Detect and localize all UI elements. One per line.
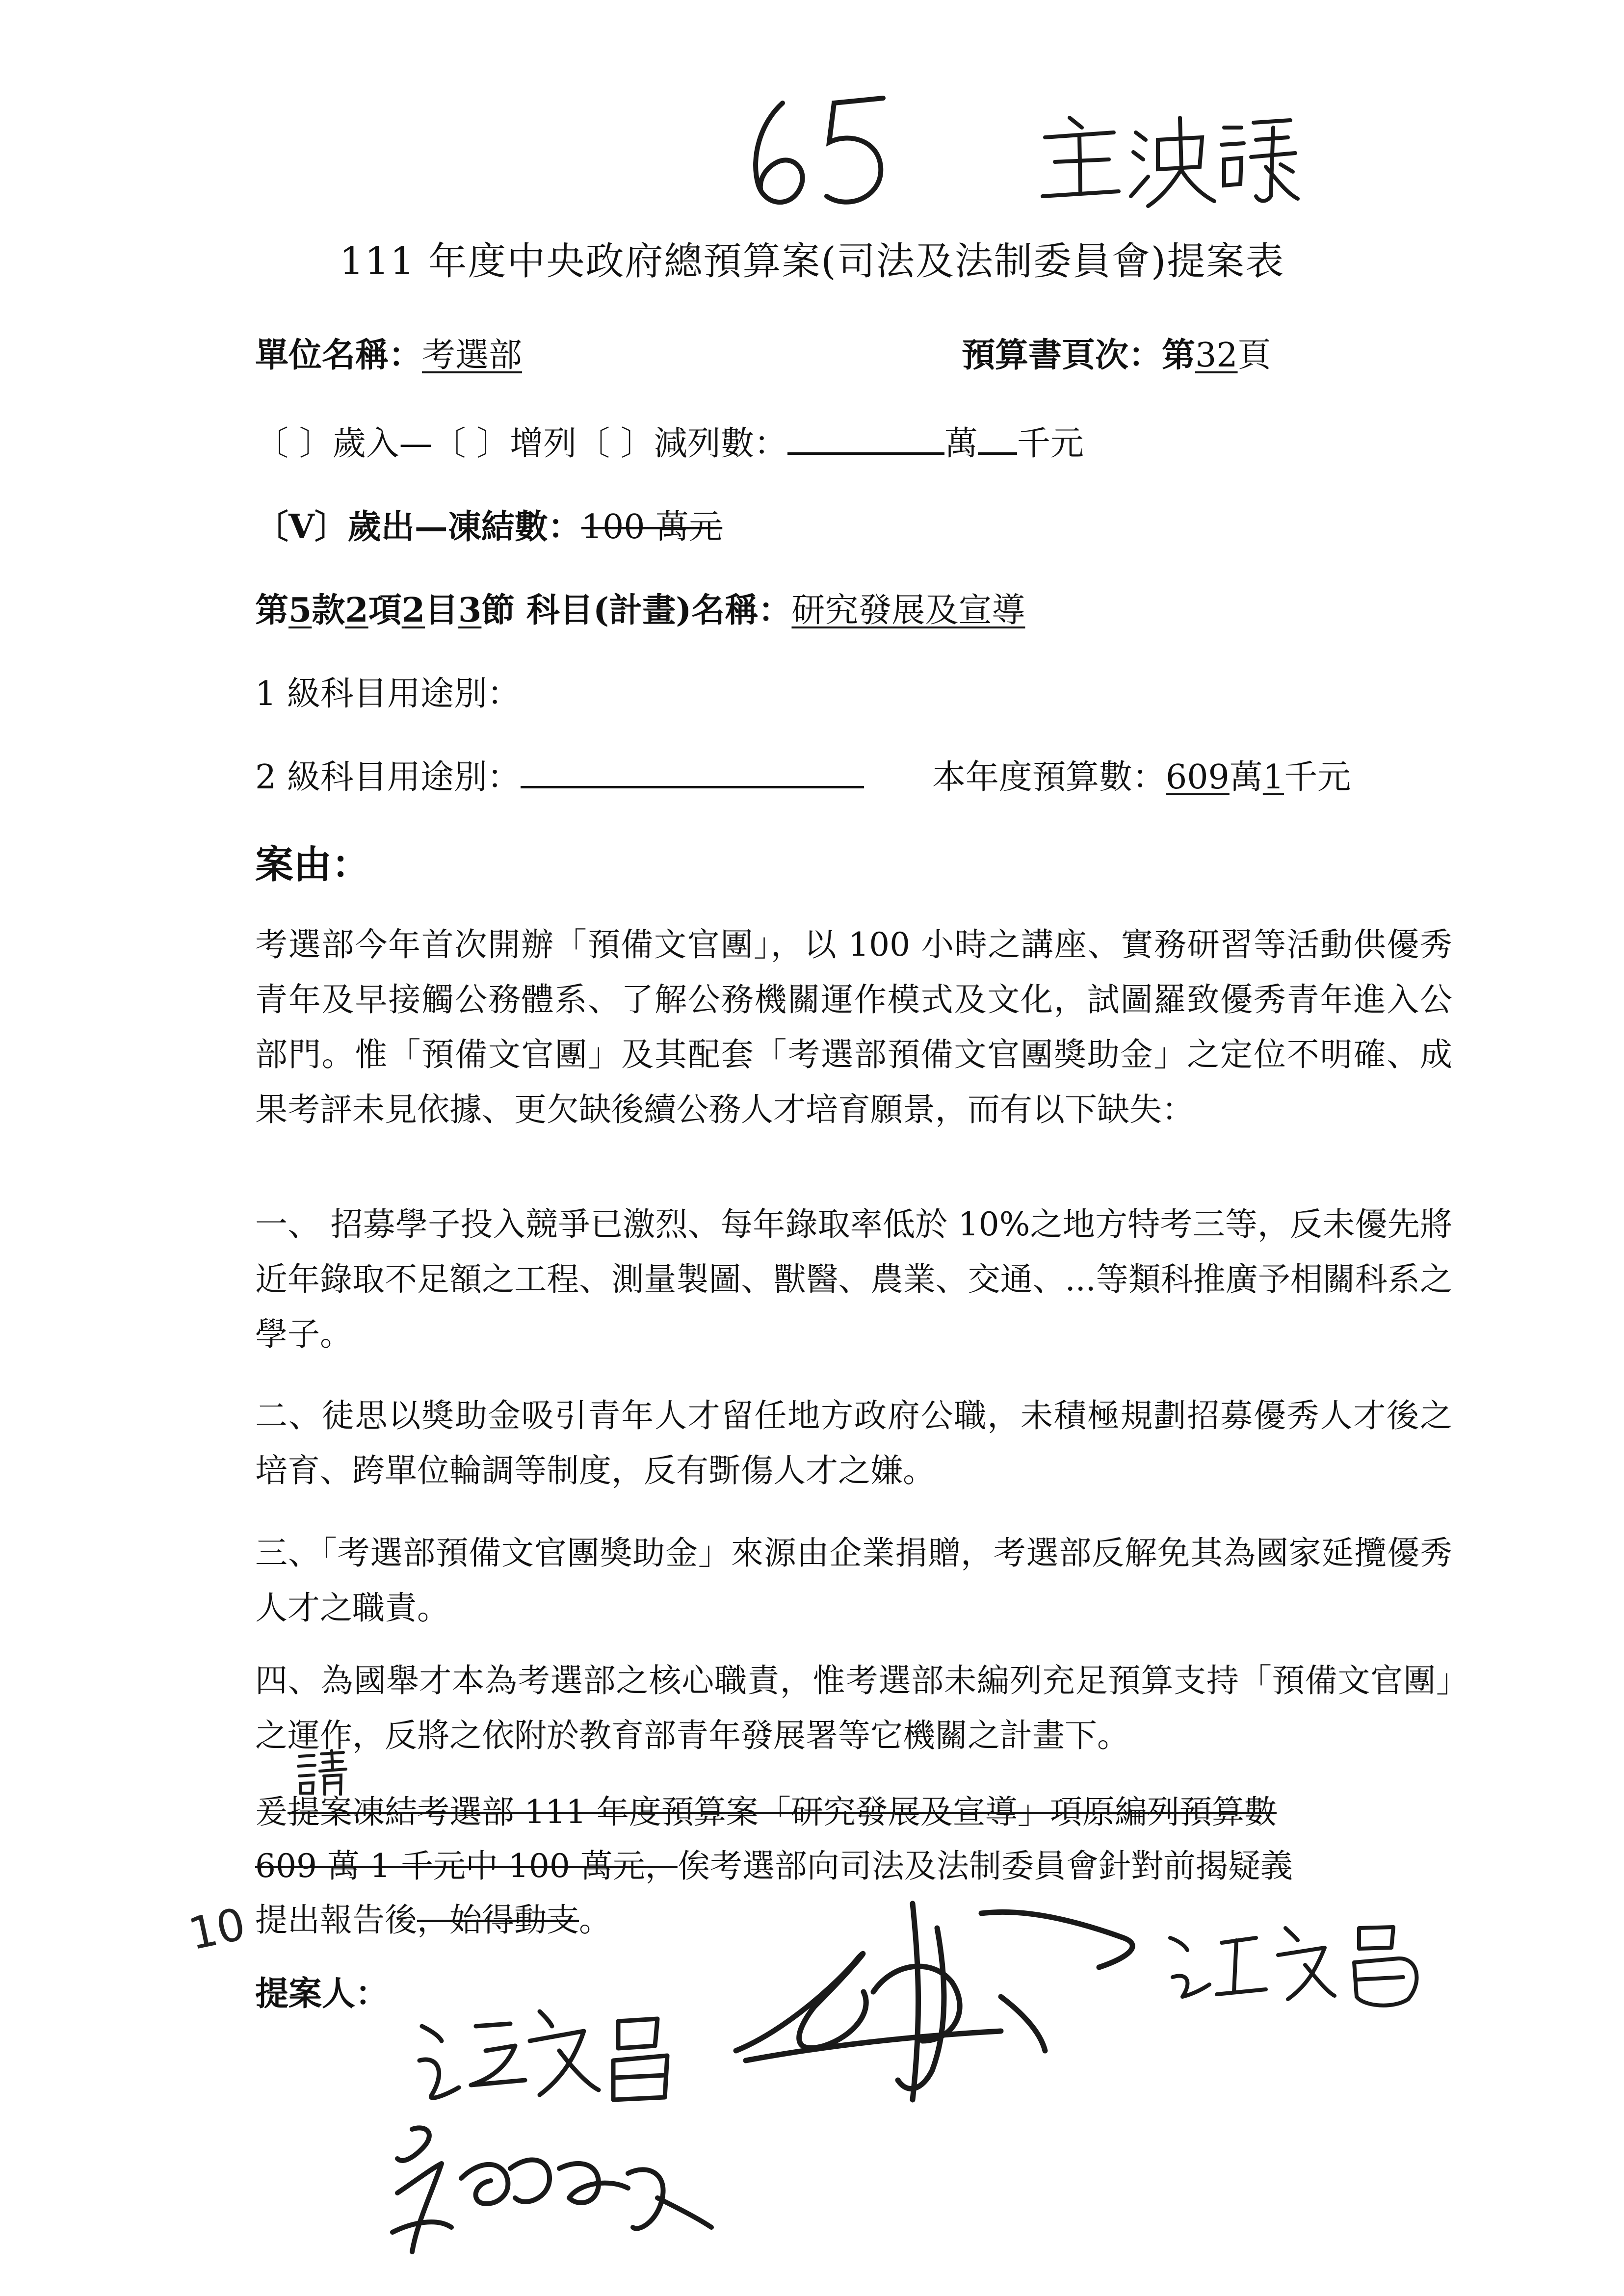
mu-number: 2	[401, 591, 425, 630]
reason-heading: 案由：	[255, 842, 370, 887]
page-suffix: 頁	[1237, 336, 1271, 375]
page-label: 預算書頁次：第	[962, 336, 1196, 375]
item-line	[255, 584, 1025, 631]
budget-qian-unit: 千元	[1284, 758, 1351, 797]
paragraph-intro: 考選部今年首次開辦「預備文官團」，以 100 小時之講座、實務研習等活動供優秀青年及早接觸公務體系、了解公務機關運作模式及文化，試圖羅致優秀青年進入公部門。惟「預備文官團」及其配套「考選部預備文官團獎助金」之定位不明確、成果考評未見依據、更欠缺後續公務人才培育願景，而有以下缺失：	[255, 926, 1452, 1128]
paragraph-item-4: 四、為國舉才本為考選部之核心職責，惟考選部未編列充足預算支持「預備文官團」之運作，反將之依附於教育部青年發展署等它機關之計畫下。	[255, 1662, 1452, 1754]
resolution-line-2	[255, 1840, 1293, 1886]
resolution-line-1	[255, 1786, 1277, 1832]
level1-label: 1 級科目用途別：	[255, 675, 521, 713]
budget-amount	[932, 751, 1351, 798]
revenue-qian-blank	[978, 452, 1017, 455]
paragraph-item-3: 三、「考選部預備文官團獎助金」來源由企業捐贈，考選部反解免其為國家延攬優秀人才之職責。	[255, 1534, 1452, 1627]
budget-wan-unit: 萬	[1229, 758, 1263, 797]
resolution-kept: 俟考選部向司法及法制委員會針對前揭疑義	[677, 1847, 1293, 1885]
unit-value: 考選部	[422, 336, 523, 375]
item-text: 第	[255, 591, 289, 630]
kuan-number: 5	[288, 591, 312, 630]
resolution-struck: ，始得動支	[417, 1901, 579, 1939]
resolution-kept: 提出報告後	[255, 1901, 417, 1939]
resolution-line-3	[255, 1894, 611, 1940]
level2-line	[255, 751, 864, 798]
expense-line	[255, 500, 722, 548]
resolution-struck: 609 萬 1 千元中 100 萬元，	[255, 1847, 678, 1885]
item-text: 節 科目(計畫)名稱：	[481, 591, 792, 630]
form-title: 111 年度中央政府總預算案(司法及法制委員會)提案表	[339, 239, 1285, 284]
revenue-line	[255, 417, 1084, 465]
budget-label: 本年度預算數：	[932, 758, 1166, 797]
signature-4	[383, 2110, 716, 2267]
budget-qian-value: 1	[1262, 758, 1284, 797]
jie-number: 3	[458, 591, 482, 630]
resolution-kept: 爰	[255, 1793, 288, 1831]
item-text: 款	[312, 591, 345, 630]
item-text: 目	[425, 591, 459, 630]
revenue-prefix: 〔 〕歲入—〔 〕增列〔 〕減列數：	[255, 424, 787, 463]
signature-2	[726, 1884, 1168, 2129]
item-text: 項	[368, 591, 402, 630]
expense-struck-amount: 100 萬元	[581, 508, 723, 547]
resolution-struck: 提案凍結考選部 111 年度預算案「研究發展及宣導」項原編列預算數	[288, 1793, 1277, 1831]
resolution-kept: 。	[579, 1901, 611, 1939]
margin-number: 10	[184, 1898, 250, 1960]
level2-blank	[521, 785, 864, 788]
unit-line	[255, 329, 522, 376]
revenue-qian: 千元	[1017, 424, 1084, 463]
signature-1	[412, 1997, 697, 2110]
expense-prefix: 〔V〕歲出—凍結數：	[255, 507, 581, 547]
budget-wan-value: 609	[1166, 758, 1230, 797]
paragraph-item-1: 一、 招募學子投入競爭已激烈、每年錄取率低於 10%之地方特考三等，反未優先將近年錄取不足額之工程、測量製圖、獸醫、農業、交通、...等類科推廣予相關科系之學子。	[255, 1205, 1452, 1353]
handwritten-number	[736, 83, 893, 221]
proposer-label: 提案人：	[255, 1974, 389, 2013]
level2-label: 2 級科目用途別：	[255, 758, 521, 797]
revenue-wan-blank	[787, 452, 944, 455]
page-ref	[962, 329, 1271, 376]
xiang-number: 2	[345, 591, 368, 630]
unit-label: 單位名稱：	[255, 336, 422, 375]
signature-3	[1163, 1908, 1457, 2011]
page-number: 32	[1195, 336, 1238, 375]
level1-line	[255, 667, 521, 715]
revenue-wan: 萬	[944, 424, 978, 463]
program-name: 研究發展及宣導	[791, 591, 1025, 630]
paragraph-item-2: 二、徒思以獎助金吸引青年人才留任地方政府公職，未積極規劃招募優秀人才後之培育、跨單位輪調等制度，反有斲傷人才之嫌。	[255, 1397, 1452, 1489]
handwritten-note	[1035, 98, 1300, 216]
